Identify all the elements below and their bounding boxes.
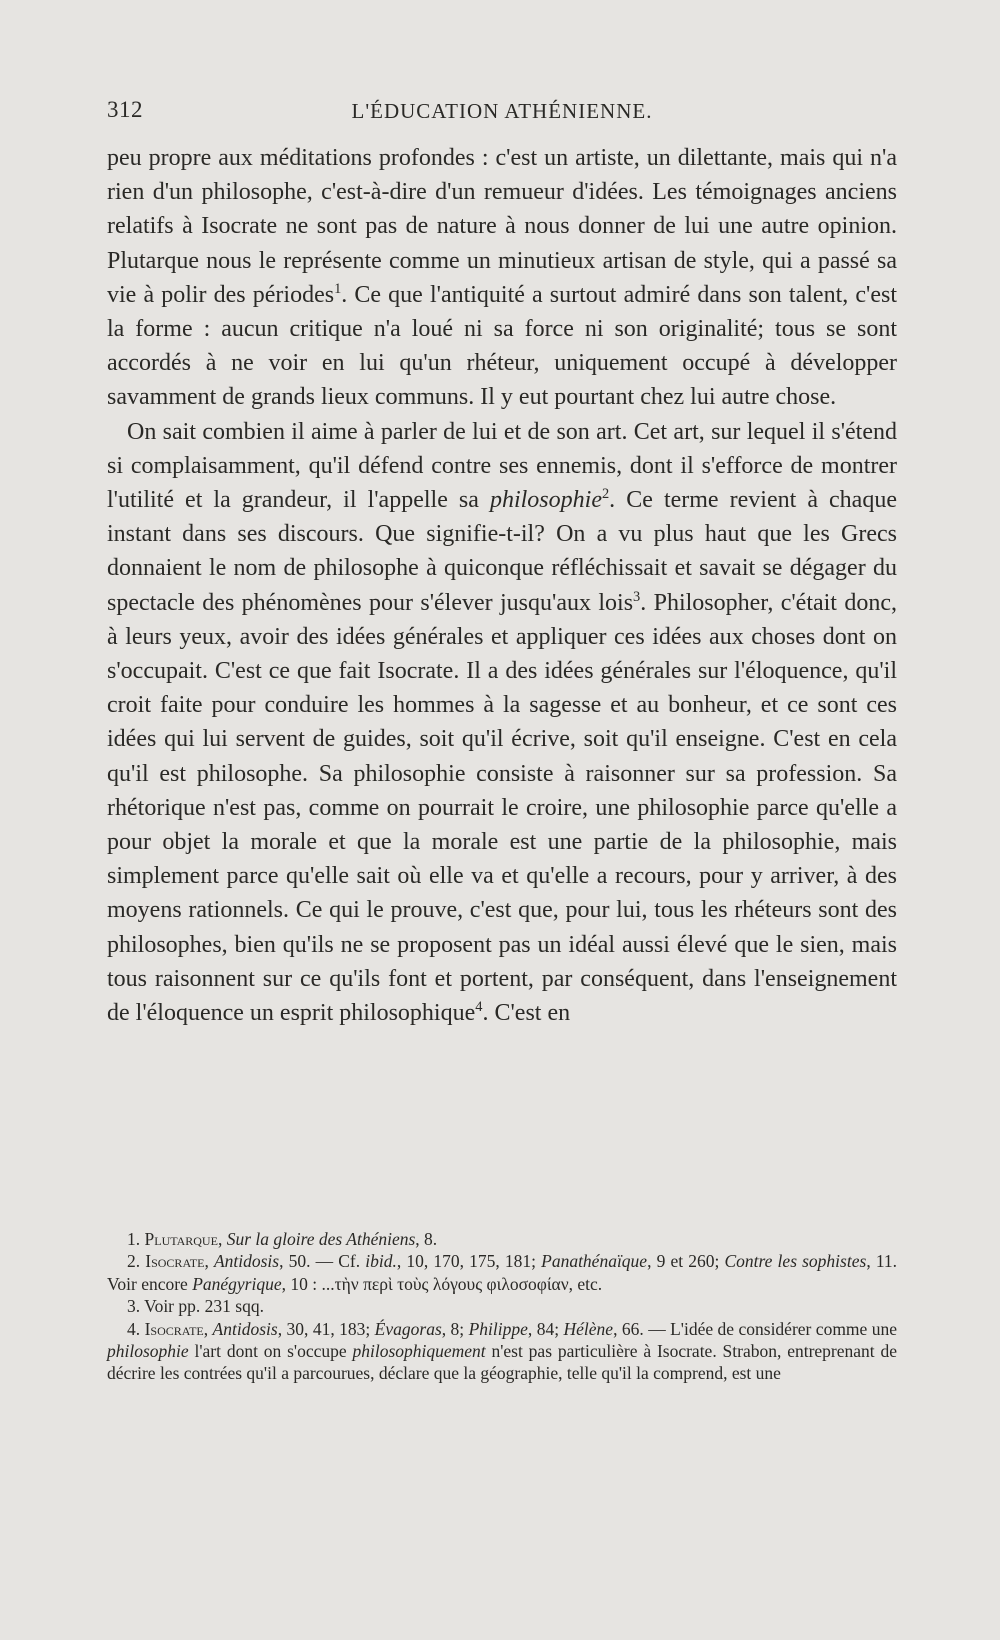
main-text [107,141,897,1030]
text-run: . Ce terme revient à chaque instant dans ses discours. Que signifie-t-il? On a vu plus haut que les Grecs donnaient le nom de philosophe à quiconque réfléchissait et savait se dégager du spectacle des phénomènes pour s'élever jusqu'aux lois [107,487,897,616]
footnote-ref-3: 3 [633,588,641,605]
text-run: . C'est en [482,1000,571,1027]
text-run: , 8. [415,1229,438,1249]
footnote-ref-4: 4 [475,999,483,1016]
text-run: peu propre aux méditations profondes : c'est un artiste, un dilettante, mais qui n'a rien d'un philosophe, c'est-à-dire d'un remueur d'idées. Les témoignages anciens relatifs à Isocrate ne sont pas de nature à nous donner de lui une autre opinion. Plutarque nous le représente comme un minutieux artisan de style, qui a passé sa vie à polir des périodes [107,145,897,308]
text-run: , 9 et 260; [647,1251,725,1272]
paragraph-1 [107,141,897,415]
footnote-number: 2. [127,1251,146,1272]
text-run: l'art dont on s'occupe [188,1341,353,1362]
cited-work: ibid. [365,1251,397,1272]
italic-term: philosophiquement [352,1341,486,1362]
footnote-1 [107,1228,897,1250]
footnotes [107,1228,897,1385]
paragraph-2 [107,415,897,1031]
text-run: . Philosopher, c'était donc, à leurs yeux, avoir des idées générales et appliquer ces idées aux choses dont on s'occupait. C'est ce que fait Isocrate. Il a des idées générales sur l'éloquence, qu'il croit faite pour conduire les hommes à la sagesse et au bonheur, et ce sont ces idées qui lui servent de guides, soit qu'il écrive, soit qu'il enseigne. C'est en cela qu'il est philosophe. Sa philosophie consiste à raisonner sur sa profession. Sa rhétorique n'est pas, comme on pourrait le croire, une philosophie parce qu'elle a pour objet la morale et que la morale est une partie de la philosophie, mais simplement parce qu'elle sait où elle va et qu'elle a recours, pour y arriver, à des moyens rationnels. Ce qui le prouve, c'est que, pour lui, tous les rhéteurs sont des philosophes, bien qu'ils ne se proposent pas un idéal aussi élevé que le sien, mais tous raisonnent sur ce qu'ils font et portent, par conséquent, dans l'enseignement de l'éloquence un esprit philosophique [107,589,897,1027]
page-number: 312 [107,97,143,122]
text-run: , 66. — L'idée de considérer comme une [613,1318,898,1339]
cited-work: Sur la gloire des Athéniens [226,1229,416,1249]
footnote-number: 4. [127,1318,145,1339]
text-run: n'est pas particulière à Isocrate. Strabon, entreprenant de décrire les contrées qu'il a parcourues, déclare que la géographie, telle qu'il la comprend, est une [107,1341,897,1384]
cited-work: Contre les sophistes [724,1251,867,1272]
footnote-4 [107,1318,897,1385]
page-header [107,97,897,137]
cited-work: Panathénaïque [541,1251,648,1272]
cited-work: Hélène [563,1318,614,1339]
text-run: . Ce que l'antiquité a surtout admiré dans son talent, c'est la forme : aucun critique n'a loué ni sa force ni son originalité; tous se sont accordés à ne voir en lui qu'un rhéteur, uniquement occupé à développer savamment de grands lieux communs. Il y eut pourtant chez lui autre chose. [107,281,897,411]
cited-work: Panégyrique [192,1273,282,1294]
text-run: , 10 : ...τὴν περὶ τοὺς λόγους φιλοσοφίαν, etc. [281,1273,603,1294]
text-run: , [217,1229,227,1249]
footnote-ref-1: 1 [334,280,342,297]
cited-work: Antidosis [212,1318,278,1339]
cited-author: Plutarque [144,1229,218,1249]
text-run: , [204,1251,214,1272]
footnote-number: 1. [127,1229,145,1249]
text-run: 3. Voir pp. 231 sqq. [127,1296,264,1317]
footnote-ref-2: 2 [601,486,610,503]
cited-author: Isocrate [145,1251,205,1272]
cited-author: Isocrate [144,1318,204,1339]
italic-term: philosophie [489,487,602,514]
text-run: , 10, 170, 175, 181; [396,1251,542,1272]
text-run: , 84; [527,1318,564,1339]
text-run: On sait combien il aime à parler de lui et de son art. Cet art, sur lequel il s'étend si complaisamment, qu'il défend contre ses ennemis, dont il s'efforce de montrer l'utilité et la grandeur, il l'appelle sa [107,418,897,514]
cited-work: Antidosis [213,1251,280,1272]
italic-term: philosophie [107,1341,189,1362]
running-title: L'ÉDUCATION ATHÉNIENNE. [351,99,653,123]
footnote-3 [107,1295,897,1317]
footnote-2 [107,1250,897,1295]
text-run: , 11. Voir encore [107,1251,898,1294]
text-run: , 50. — Cf. [279,1251,366,1272]
text-run: , 30, 41, 183; [277,1318,375,1339]
cited-work: Évagoras [374,1318,442,1339]
cited-work: Philippe [468,1318,528,1339]
text-run: , [203,1318,213,1339]
text-run: , 8; [441,1318,469,1339]
